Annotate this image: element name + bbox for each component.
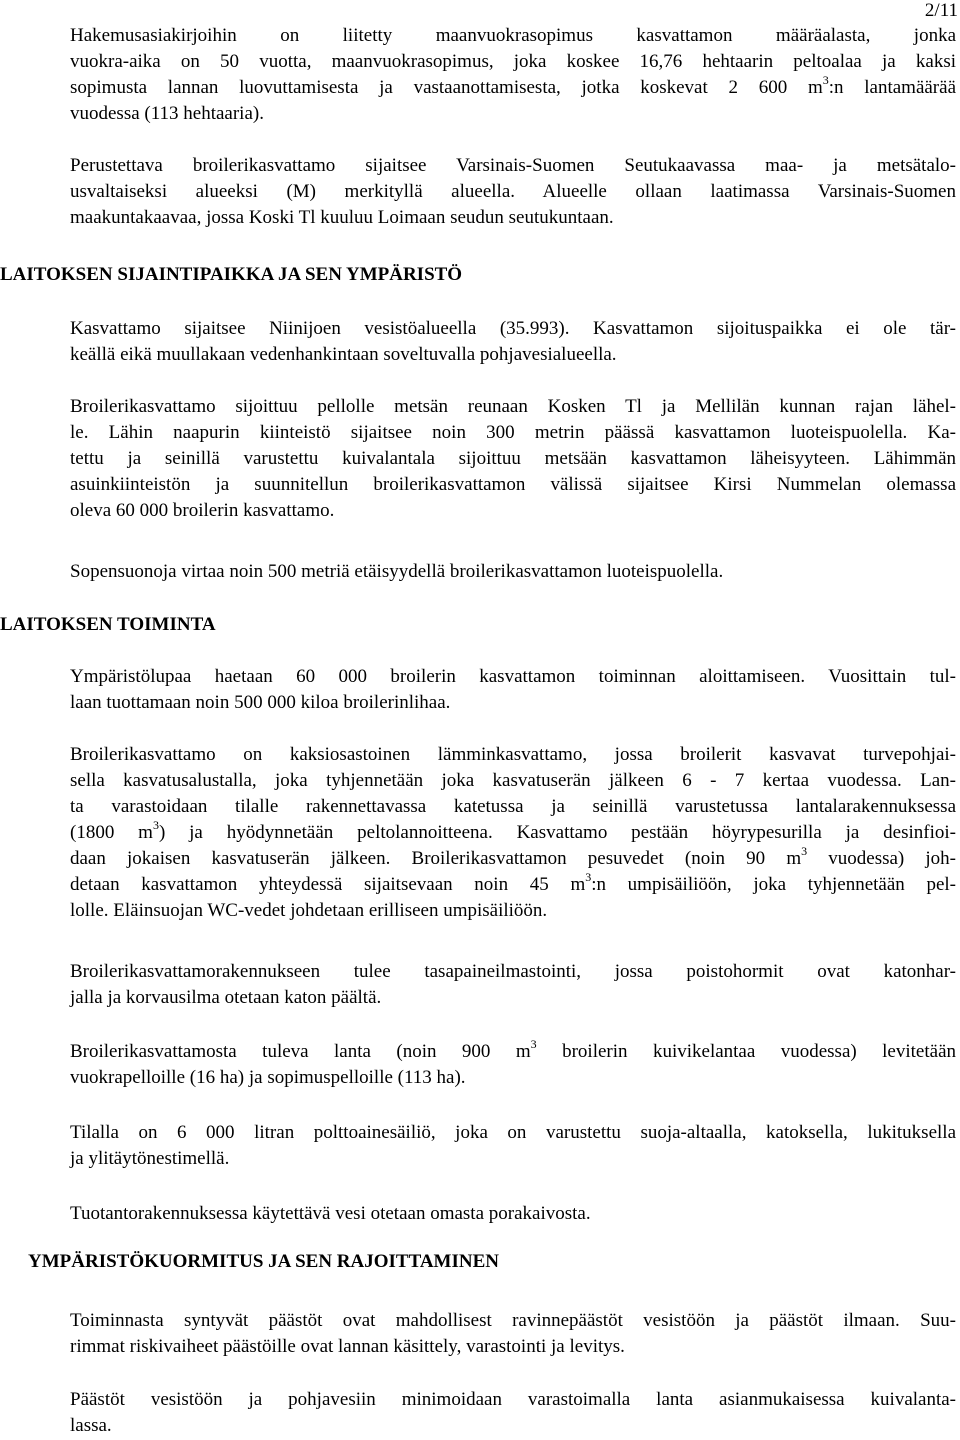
text-line: Broilerikasvattamo on kaksiosastoinen lämminkasvattamo, jossa broilerit kasvavat turvepohjai- — [70, 744, 956, 765]
text-line: keällä eikä muullakaan vedenhankintaan soveltuvalla pohjavesialueella. — [70, 344, 617, 365]
text-line: Toiminnasta syntyvät päästöt ovat mahdollisest ravinnepäästöt vesistöön ja päästöt ilmaan. Suu- — [70, 1310, 956, 1331]
text-line: Hakemusasiakirjoihin on liitetty maanvuokrasopimus kasvattamon määräalasta, jonka — [70, 25, 956, 46]
text-fragment: :n lantamäärää — [828, 77, 957, 98]
text-fragment: broilerin kuivikelantaa vuodessa) levitetään — [536, 1041, 956, 1062]
text-line: Kasvattamo sijaitsee Niinijoen vesistöalueella (35.993). Kasvattamon sijoituspaikka ei ole tär- — [70, 318, 956, 339]
text-line: usvaltaiseksi alueeksi (M) merkityllä alueella. Alueelle ollaan laatimassa Varsinais-Suomen — [70, 181, 956, 202]
text-line: ja ylitäytönestimellä. — [70, 1148, 230, 1169]
text-line: Perustettava broilerikasvattamo sijaitsee Varsinais-Suomen Seutukaavassa maa- ja metsätalo- — [70, 155, 956, 176]
text-line: tettu ja seinillä varustettu kuivalantala sijoittuu metsään kasvattamon läheisyyteen. Lähimmän — [70, 448, 956, 469]
text-fragment: sopimusta lannan luovuttamisesta ja vastaanottamisesta, jotka koskevat 2 600 m — [70, 77, 823, 98]
superscript: 3 — [152, 817, 159, 832]
section-heading-emissions: YMPÄRISTÖKUORMITUS JA SEN RAJOITTAMINEN — [28, 1251, 500, 1272]
text-line: lassa. — [70, 1415, 112, 1436]
text-line: jalla ja korvausilma otetaan katon päältä. — [70, 987, 382, 1008]
text-line: vuokrapelloille (16 ha) ja sopimuspelloille (113 ha). — [70, 1067, 466, 1088]
intro-paragraph-2 — [70, 153, 956, 231]
text-line: ta varastoidaan tilalle rakennettavassa katetussa ja seinillä varustetussa lantalarakennuksessa — [70, 796, 956, 817]
superscript: 3 — [530, 1036, 537, 1051]
superscript: 3 — [822, 72, 829, 87]
text-line — [70, 869, 956, 898]
intro-paragraph-1 — [70, 23, 956, 127]
operation-paragraph-4 — [70, 1036, 956, 1091]
text-fragment: :n umpisäiliöön, joka tyhjennetään pel- — [591, 874, 956, 895]
location-paragraph-2 — [70, 394, 956, 524]
operation-paragraph-5 — [70, 1120, 956, 1172]
text-fragment: ) ja hyödynnetään peltolannoitteena. Kasvattamo pestään höyrypesurilla ja desinfioi- — [158, 822, 956, 843]
text-line: oleva 60 000 broilerin kasvattamo. — [70, 500, 335, 521]
text-line: vuodessa (113 hehtaaria). — [70, 103, 264, 124]
superscript: 3 — [585, 869, 592, 884]
emissions-paragraph-1 — [70, 1308, 956, 1360]
text-line: Tuotantorakennuksessa käytettävä vesi otetaan omasta porakaivosta. — [70, 1203, 591, 1224]
text-fragment: Broilerikasvattamosta tuleva lanta (noin 900 m — [70, 1041, 531, 1062]
text-line: asuinkiinteistön ja suunnitellun broilerikasvattamon välissä sijaitsee Kirsi Nummelan olemassa — [70, 474, 956, 495]
operation-paragraph-6 — [70, 1201, 956, 1227]
text-line: vuokra-aika on 50 vuotta, maanvuokrasopimus, joka koskee 16,76 hehtaarin peltoalaa ja kaksi — [70, 51, 956, 72]
text-fragment: daan jokaisen kasvatuserän jälkeen. Broilerikasvattamon pesuvedet (noin 90 m — [70, 848, 802, 869]
text-line: Ympäristölupaa haetaan 60 000 broilerin kasvattamon toiminnan aloittamiseen. Vuosittain tul- — [70, 666, 956, 687]
text-line: maakuntakaavaa, jossa Koski Tl kuuluu Loimaan seudun seutukuntaan. — [70, 207, 614, 228]
text-line: laan tuottamaan noin 500 000 kiloa broilerinlihaa. — [70, 692, 451, 713]
location-paragraph-3 — [70, 559, 956, 585]
location-paragraph-1 — [70, 316, 956, 368]
section-heading-location: LAITOKSEN SIJAINTIPAIKKA JA SEN YMPÄRISTÖ — [0, 264, 463, 285]
text-line: Broilerikasvattamo sijoittuu pellolle metsän reunaan Kosken Tl ja Mellilän kunnan rajan lähel- — [70, 396, 956, 417]
text-line: Tilalla on 6 000 litran polttoainesäiliö, joka on varustettu suoja-altaalla, katoksella, lukituksella — [70, 1122, 956, 1143]
operation-paragraph-3 — [70, 959, 956, 1011]
text-line: sella kasvatusalustalla, joka tyhjennetään joka kasvatuserän jälkeen 6 - 7 kertaa vuodessa. Lan- — [70, 770, 956, 791]
text-line — [70, 1036, 956, 1065]
text-fragment: vuodessa) joh- — [807, 848, 956, 869]
superscript: 3 — [801, 843, 808, 858]
text-fragment: (1800 m — [70, 822, 153, 843]
text-line: lolle. Eläinsuojan WC-vedet johdetaan erilliseen umpisäiliöön. — [70, 900, 548, 921]
text-line: Sopensuonoja virtaa noin 500 metriä etäisyydellä broilerikasvattamon luoteispuolella. — [70, 561, 724, 582]
page-number: 2/11 — [924, 0, 958, 21]
text-line: Broilerikasvattamorakennukseen tulee tasapaineilmastointi, jossa poistohormit ovat katonhar- — [70, 961, 956, 982]
operation-paragraph-2 — [70, 742, 956, 924]
operation-paragraph-1 — [70, 664, 956, 716]
text-line: rimmat riskivaiheet päästöille ovat lannan käsittely, varastointi ja levitys. — [70, 1336, 625, 1357]
text-line: le. Lähin naapurin kiinteistö sijaitsee noin 300 metrin päässä kasvattamon luoteispuolella. Ka- — [70, 422, 956, 443]
text-line — [70, 843, 956, 872]
text-line — [70, 72, 957, 101]
text-fragment: detaan kasvattamon yhteydessä sijaitsevaan noin 45 m — [70, 874, 586, 895]
text-line: Päästöt vesistöön ja pohjavesiin minimoidaan varastoimalla lanta asianmukaisessa kuivalanta- — [70, 1389, 956, 1410]
text-line — [70, 817, 956, 846]
emissions-paragraph-2 — [70, 1387, 956, 1439]
section-heading-operation: LAITOKSEN TOIMINTA — [0, 614, 216, 635]
